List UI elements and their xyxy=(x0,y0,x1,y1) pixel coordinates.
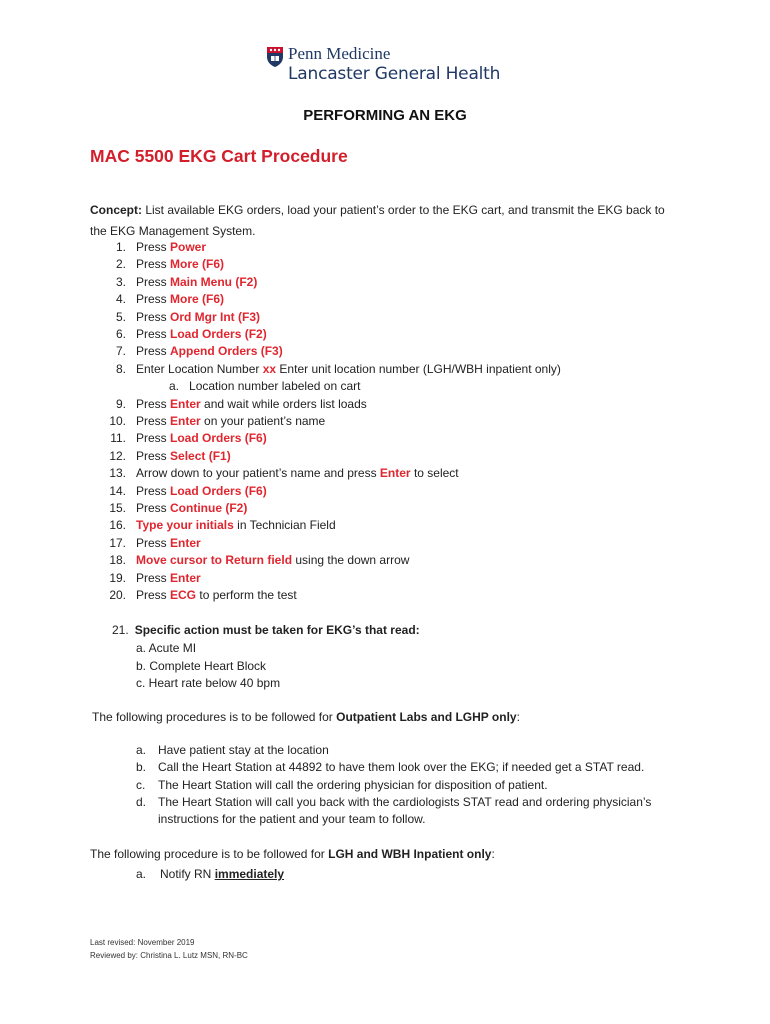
step-number: 10. xyxy=(109,414,126,428)
footer-revised: Last revised: November 2019 xyxy=(90,938,195,947)
step-text: Press xyxy=(136,274,171,289)
step-action-highlight: Ord Mgr Int (F3) xyxy=(170,309,261,324)
outpatient-item-text: instructions for the patient and your team to follow. xyxy=(158,812,426,827)
inpatient-intro xyxy=(90,846,495,863)
outpatient-item-text: Call the Heart Station at 44892 to have them look over the EKG; if needed get a STAT read. xyxy=(158,760,645,775)
step-number: 20. xyxy=(109,588,126,602)
inpatient-item xyxy=(160,866,284,883)
step-text: Press xyxy=(136,501,171,515)
step-item xyxy=(115,291,225,308)
step-action-highlight: Select (F1) xyxy=(170,448,231,463)
step-action-highlight: xx xyxy=(262,361,277,376)
step-item xyxy=(109,500,248,517)
step-action-highlight: Type your initials xyxy=(136,518,234,533)
step-item xyxy=(115,256,225,273)
inpatient-item-emphasis: immediately xyxy=(214,867,285,881)
step-item xyxy=(109,483,267,500)
inpatient-intro-bold: LGH and WBH Inpatient only xyxy=(328,847,492,861)
step-text: Press xyxy=(136,535,171,550)
step-action-highlight: Continue (F2) xyxy=(170,501,248,515)
step-action-highlight: Enter xyxy=(379,466,411,481)
step-item xyxy=(109,552,410,569)
step-action-highlight: Enter xyxy=(170,396,201,411)
step-action-highlight: Enter xyxy=(170,570,201,585)
step-text: Press xyxy=(136,396,171,411)
outpatient-intro-bold: Outpatient Labs and LGHP only xyxy=(336,710,517,724)
step-subitem xyxy=(169,378,360,395)
inpatient-intro-text: The following procedure is to be followed for xyxy=(90,847,329,861)
penn-medicine-logo xyxy=(266,44,526,90)
step-21-condition: c. Heart rate below 40 bpm xyxy=(136,676,281,690)
step-item xyxy=(115,239,207,256)
step-text: Press xyxy=(136,431,171,446)
step-number: 4. xyxy=(115,292,126,307)
step-number: 5. xyxy=(115,309,126,324)
page-title: PERFORMING AN EKG xyxy=(303,107,467,124)
step-item xyxy=(115,396,367,413)
outpatient-intro-colon: : xyxy=(516,710,520,724)
step-number: 21. xyxy=(112,623,129,637)
step-text: Press xyxy=(136,483,171,498)
step-number: 7. xyxy=(115,344,126,359)
footer-reviewed: Reviewed by: Christina L. Lutz MSN, RN-BC xyxy=(90,951,248,960)
step-text: Press xyxy=(136,344,171,359)
step-text: Enter Location Number xyxy=(136,361,263,376)
step-action-highlight: More (F6) xyxy=(170,292,225,307)
step-number: 2. xyxy=(115,257,126,272)
step-action-highlight: Enter xyxy=(170,414,201,428)
step-text: Press xyxy=(136,257,171,272)
step-item xyxy=(110,430,267,447)
step-action-highlight: More (F6) xyxy=(170,257,225,272)
step-text: Press xyxy=(136,240,171,254)
brand-name: Penn Medicine xyxy=(288,44,391,63)
outpatient-item-num: a. xyxy=(136,743,147,757)
step-action-highlight: Load Orders (F2) xyxy=(170,327,267,341)
step-item xyxy=(115,343,283,360)
step-number: 11. xyxy=(110,431,126,446)
step-item xyxy=(115,309,261,326)
outpatient-intro xyxy=(92,709,520,726)
footer xyxy=(90,936,248,962)
step-text: Press xyxy=(136,570,171,585)
step-text: Press xyxy=(136,309,171,324)
step-number: 18. xyxy=(109,553,126,568)
outpatient-item-text: The Heart Station will call you back with the cardiologists STAT read and ordering physician’s xyxy=(158,794,652,809)
step-action-highlight: Power xyxy=(170,240,207,254)
outpatient-item-text: Have patient stay at the location xyxy=(158,743,329,757)
step-21-condition: b. Complete Heart Block xyxy=(136,658,267,673)
step-item xyxy=(109,465,459,482)
step-text: Press xyxy=(136,414,171,428)
step-action-highlight: Move cursor to Return field xyxy=(136,553,293,568)
brand-subname: Lancaster General Health xyxy=(288,64,501,84)
step-text: in Technician Field xyxy=(233,518,336,533)
outpatient-item-num: b. xyxy=(136,760,147,775)
step-text: using the down arrow xyxy=(292,553,410,568)
step-action-highlight: ECG xyxy=(170,588,197,602)
step-item xyxy=(109,413,326,430)
step-text: on your patient’s name xyxy=(200,414,326,428)
step-action-highlight: Load Orders (F6) xyxy=(170,431,267,446)
step-21-heading xyxy=(112,622,420,639)
outpatient-item-num: d. xyxy=(136,794,147,809)
step-number: 17. xyxy=(109,535,126,550)
step-number: 13. xyxy=(109,466,126,481)
step-number: 15. xyxy=(109,501,126,515)
outpatient-intro-text: The following procedures is to be followed for xyxy=(92,710,337,724)
step-number: 12. xyxy=(109,448,126,463)
inpatient-item-text: Notify RN xyxy=(160,867,215,881)
step-number: 8. xyxy=(115,361,126,376)
step-text: Press xyxy=(136,448,171,463)
step-item xyxy=(109,535,201,552)
step-number: 16. xyxy=(109,518,126,533)
step-text: Enter unit location number (LGH/WBH inpatient only) xyxy=(276,361,561,376)
step-21-condition: a. Acute MI xyxy=(136,641,197,655)
step-item xyxy=(115,361,561,378)
step-number: 6. xyxy=(115,327,126,341)
step-action-highlight: Enter xyxy=(170,535,201,550)
concept-text: List available EKG orders, load your patient’s order to the EKG cart, and transmit the EKG back to the EKG Management System. xyxy=(90,203,665,238)
step-text: Arrow down to your patient’s name and press xyxy=(136,466,380,481)
step-number: 1. xyxy=(115,240,126,254)
step-number: 9. xyxy=(115,396,126,411)
step-item xyxy=(109,517,336,534)
step-item xyxy=(109,448,231,465)
step-number: 19. xyxy=(109,570,126,585)
concept-label: Concept: xyxy=(90,203,142,217)
shield-icon xyxy=(266,46,284,68)
step-action-highlight: Append Orders (F3) xyxy=(170,344,283,359)
procedure-heading: MAC 5500 EKG Cart Procedure xyxy=(90,146,348,166)
step-text: Press xyxy=(136,588,171,602)
step-subitem-num: a. xyxy=(169,379,180,394)
step-text: to perform the test xyxy=(196,588,297,602)
step-text: Press xyxy=(136,327,171,341)
step-21-text: Specific action must be taken for EKG’s that read: xyxy=(134,623,420,637)
outpatient-item-num: c. xyxy=(136,777,146,792)
step-number: 3. xyxy=(115,274,126,289)
step-text: to select xyxy=(410,466,459,481)
step-item xyxy=(115,274,258,291)
step-text: Location number labeled on cart xyxy=(189,379,361,394)
concept-paragraph xyxy=(90,200,670,242)
step-action-highlight: Main Menu (F2) xyxy=(170,274,258,289)
step-text: and wait while orders list loads xyxy=(200,396,367,411)
step-item xyxy=(109,587,297,604)
outpatient-item-text: The Heart Station will call the ordering physician for disposition of patient. xyxy=(158,777,548,792)
step-action-highlight: Load Orders (F6) xyxy=(170,483,267,498)
inpatient-item-num: a. xyxy=(136,867,147,881)
step-item xyxy=(109,570,201,587)
step-number: 14. xyxy=(109,483,126,498)
step-item xyxy=(115,326,267,343)
inpatient-intro-colon: : xyxy=(491,847,495,861)
step-text: Press xyxy=(136,292,171,307)
